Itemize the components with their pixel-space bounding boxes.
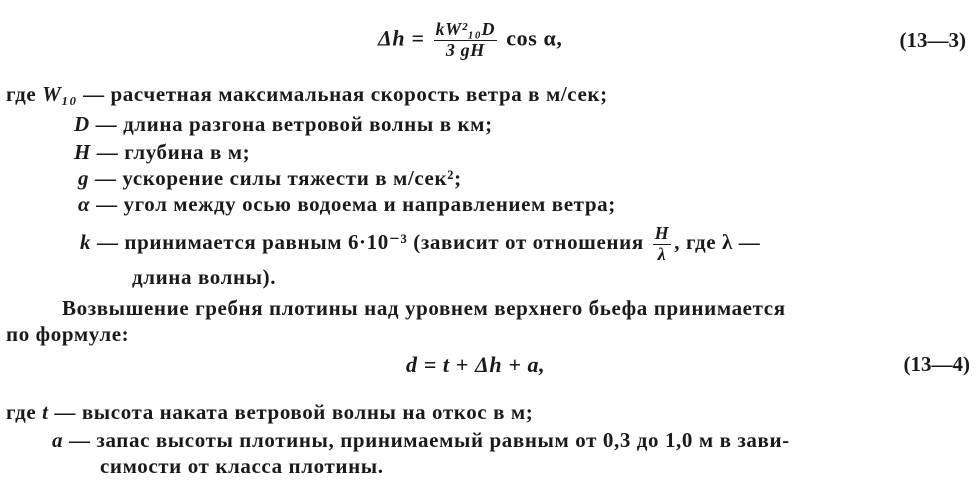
paragraph-line-2: по формуле: [6, 322, 130, 346]
def-line-t [6, 400, 533, 425]
def-line-d [74, 112, 493, 137]
def-text: — расчетная максимальная скорость ветра в м/сек; [83, 82, 608, 106]
def-line-a [52, 428, 790, 453]
ratio-fraction [653, 224, 672, 265]
def-text-cont: , где λ — [674, 230, 761, 255]
def-line-k [80, 224, 760, 265]
def-symbol: α [78, 192, 91, 216]
def-symbol: t [42, 400, 49, 424]
equation-number-13-3: (13—3) [899, 28, 966, 52]
ratio-denominator: λ [657, 243, 667, 264]
def-line-alpha [78, 192, 616, 217]
def-text: — длина разгона ветровой волны в км; [95, 112, 493, 136]
def-text: — глубина в м; [96, 140, 251, 164]
def-symbol: W₁₀ [42, 82, 78, 106]
equation-number-13-4: (13—4) [903, 352, 970, 376]
def-symbol: a [52, 428, 64, 452]
formula-fraction [434, 20, 498, 61]
def-text: — угол между осью водоема и направлением ветра; [96, 192, 616, 216]
def-symbol: D [74, 112, 90, 136]
formula-lhs: Δh = [378, 25, 425, 51]
def-text: — ускорение силы тяжести в м/сек²; [94, 166, 462, 190]
def-symbol: k [80, 230, 92, 255]
formula-tail: cos α, [506, 25, 563, 51]
def-line-k-continuation: длина волны). [132, 265, 277, 289]
fraction-denominator: 3 gH [445, 39, 485, 60]
def-symbol: H [74, 140, 91, 164]
def-line-g [78, 166, 462, 191]
def-line-w10 [6, 82, 608, 107]
def-symbol: g [78, 166, 90, 190]
fraction-numerator: kW²₁₀D [435, 19, 496, 39]
def-text: — высота наката ветровой волны на откос в м; [54, 400, 534, 424]
ratio-numerator: H [654, 223, 670, 243]
def-text: — принимается равным 6·10⁻³ (зависит от отношения [96, 230, 644, 255]
formula-13-4: d = t + Δh + a, [406, 352, 546, 377]
formula-13-3 [378, 20, 562, 61]
def-text: — запас высоты плотины, принимаемый равным от 0,3 до 1,0 м в зави- [68, 428, 790, 452]
def-lead-word: где [6, 82, 37, 106]
def-line-h [74, 140, 250, 165]
def-lead-word: где [6, 400, 37, 424]
def-line-a-continuation: симости от класса плотины. [100, 454, 384, 478]
paragraph-line-1: Возвышение гребня плотины над уровнем верхнего бьефа принимается [62, 296, 786, 320]
